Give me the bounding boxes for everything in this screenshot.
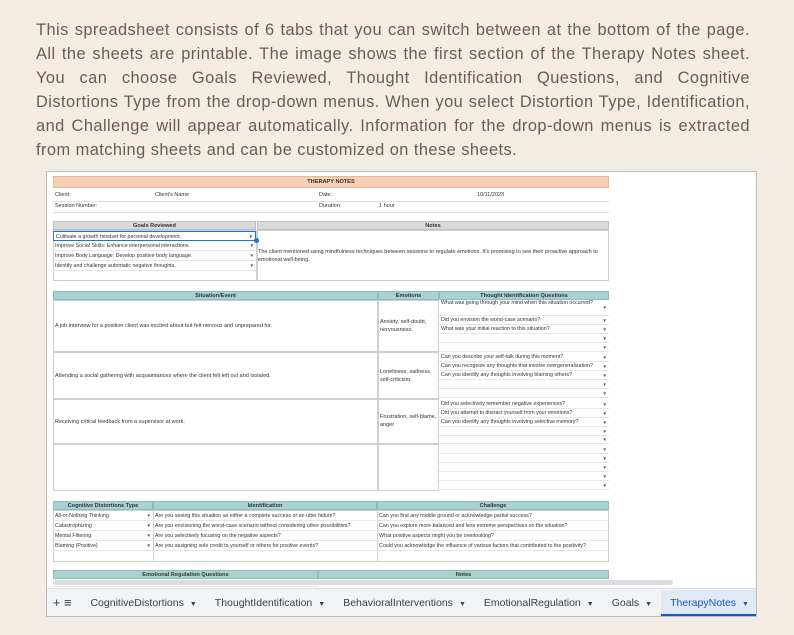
chevron-down-icon: ▼ <box>146 543 151 548</box>
question-dropdown[interactable]: What was going through your mind when this situation occurred? ▼ <box>439 300 609 316</box>
tab-emotional-regulation[interactable]: EmotionalRegulation ▼ <box>483 596 594 609</box>
identification-cell: Are you selectively focusing on the negative aspects? <box>153 531 377 541</box>
tab-thought-identification[interactable]: ThoughtIdentification ▼ <box>214 596 326 609</box>
question-dropdown[interactable]: Did you selectively remember negative experiences? ▼ <box>441 401 607 407</box>
chevron-down-icon: ▼ <box>602 456 607 461</box>
emotions-text[interactable]: Anxiety, self-doubt, nervousness. <box>380 319 427 333</box>
duration-value[interactable]: 1 hour <box>379 203 395 209</box>
tab-cognitive-distortions[interactable]: CognitiveDistortions ▼ <box>90 596 197 609</box>
challenge-cell: Can you find any middle ground or acknowledge partial success? <box>377 511 609 521</box>
chevron-down-icon: ▼ <box>602 411 607 416</box>
tab-therapy-notes[interactable]: TherapyNotes ▼ <box>661 590 757 616</box>
challenge-header: Challenge <box>377 501 609 510</box>
distortion-dropdown[interactable]: Blaming (Positive) ▼ <box>55 543 151 549</box>
question-dropdown[interactable]: Can you identify any thoughts involving selective memory? ▼ <box>441 419 607 425</box>
identification-header: Identification <box>153 501 377 510</box>
goals-header: Goals Reviewed <box>53 221 256 230</box>
caret-down-icon[interactable]: ▼ <box>645 600 653 608</box>
tab-behavioral-interventions[interactable]: BehavioralInterventions ▼ <box>343 596 466 609</box>
client-label: Client: <box>55 192 71 198</box>
client-value[interactable]: Client's Name <box>155 192 190 198</box>
add-sheet-icon[interactable]: + <box>52 595 61 610</box>
question-dropdown[interactable] <box>439 389 609 398</box>
question-dropdown[interactable]: Did you attempt to distract yourself from your emotions? ▼ <box>441 410 607 416</box>
question-dropdown[interactable] <box>439 380 609 389</box>
question-dropdown[interactable] <box>439 435 609 444</box>
chevron-down-icon: ▼ <box>602 345 607 350</box>
chevron-down-icon: ▼ <box>602 391 607 396</box>
sheet-tab-bar <box>47 588 757 616</box>
challenge-cell: Can you explore more balanced and less extreme perspectives on the situation? <box>377 521 609 531</box>
situation-text[interactable]: Receiving critical feedback from a supervisor at work. <box>55 419 185 425</box>
goal-dropdown-4[interactable]: Identify and challenge automatic negative thoughts. ▼ <box>55 263 254 269</box>
chevron-down-icon: ▼ <box>602 318 607 323</box>
question-dropdown[interactable]: Can you recognize any thoughts that involve overgeneralization? ▼ <box>441 363 607 369</box>
chevron-down-icon: ▼ <box>602 402 607 407</box>
chevron-down-icon: ▼ <box>602 305 607 310</box>
emotions-text[interactable]: Frustration, self-blame, anger. <box>380 414 437 428</box>
chevron-down-icon: ▼ <box>602 483 607 488</box>
caret-down-icon[interactable]: ▼ <box>742 600 749 608</box>
chevron-down-icon: ▼ <box>249 253 254 258</box>
date-label: Date: <box>319 192 333 198</box>
question-dropdown[interactable] <box>439 472 609 481</box>
chevron-down-icon: ▼ <box>602 465 607 470</box>
chevron-down-icon: ▼ <box>249 263 254 268</box>
situation-text[interactable]: Attending a social gathering with acquaintances where the client felt left out and isolated. <box>55 373 271 379</box>
chevron-down-icon: ▼ <box>146 523 151 528</box>
chevron-down-icon: ▼ <box>602 447 607 452</box>
tab-goals[interactable]: Goals ▼ <box>611 596 653 609</box>
caret-down-icon[interactable]: ▼ <box>189 600 197 608</box>
goal-dropdown-2[interactable]: Improve Social Skills: Enhance interpersonal interactions. ▼ <box>55 243 254 249</box>
question-dropdown[interactable] <box>439 463 609 472</box>
spreadsheet-view[interactable] <box>46 171 757 617</box>
goal-dropdown-1[interactable]: Cultivate a growth mindset for personal development. ▼ <box>53 231 256 241</box>
situation-text[interactable]: A job interview for a position client was excited about but felt nervous and unprepared for. <box>55 323 273 329</box>
erq-notes-header: Notes <box>318 570 609 579</box>
chevron-down-icon: ▼ <box>602 437 607 442</box>
challenge-cell: Could you acknowledge the influence of various factors that contributed to the positivity? <box>377 541 609 551</box>
date-value[interactable]: 10/11/2023 <box>477 192 505 198</box>
caret-down-icon[interactable]: ▼ <box>318 600 326 608</box>
distortion-dropdown[interactable]: Mental Filtering ▼ <box>55 533 151 539</box>
notes-text[interactable]: The client mentioned using mindfulness techniques between sessions to regulate emotions. It's promising to see their proactive approach to emotional well-being. <box>258 249 598 263</box>
chevron-down-icon: ▼ <box>602 355 607 360</box>
emotions-header: Emotions <box>378 291 439 300</box>
chevron-down-icon: ▼ <box>602 364 607 369</box>
chevron-down-icon: ▼ <box>602 382 607 387</box>
table-row[interactable] <box>53 444 378 491</box>
chevron-down-icon: ▼ <box>602 420 607 425</box>
question-dropdown[interactable]: What was your initial reaction to this situation? ▼ <box>441 326 607 332</box>
erq-header: Emotional Regulation Questions <box>53 570 318 579</box>
duration-label: Duration: <box>319 203 342 209</box>
identification-cell: Are you envisioning the worst-case scenario without considering other possibilities? <box>153 521 377 531</box>
question-dropdown[interactable] <box>439 481 609 490</box>
emotions-text[interactable]: Loneliness, sadness, self-criticism. <box>380 369 432 383</box>
questions-header: Thought Identification Questions <box>439 291 609 300</box>
identification-cell: Are you assigning sole credit to yourself or others for positive events? <box>153 541 377 551</box>
chevron-down-icon: ▼ <box>248 234 253 239</box>
chevron-down-icon: ▼ <box>602 336 607 341</box>
goal-dropdown-3[interactable]: Improve Body Language: Develop positive body language. ▼ <box>55 253 254 259</box>
sheet-title: THERAPY NOTES <box>53 176 609 188</box>
question-dropdown[interactable] <box>439 445 609 454</box>
chevron-down-icon: ▼ <box>602 429 607 434</box>
chevron-down-icon: ▼ <box>146 513 151 518</box>
all-sheets-icon[interactable]: ≡ <box>64 595 72 610</box>
question-dropdown[interactable]: Can you describe your self-talk during this moment? ▼ <box>441 354 607 360</box>
chevron-down-icon: ▼ <box>602 373 607 378</box>
identification-cell: Are you seeing this situation as either a complete success or an utter failure? <box>153 511 377 521</box>
session-label: Session Number: <box>55 203 98 209</box>
situation-header: Situation/Event <box>53 291 378 300</box>
notes-header: Notes <box>257 221 609 230</box>
cd-header: Cognitive Distortions Type <box>53 501 153 510</box>
chevron-down-icon: ▼ <box>146 533 151 538</box>
intro-paragraph: This spreadsheet consists of 6 tabs that you can switch between at the bottom of the page. All the sheets are printable. The image shows the first section of the Therapy Notes sheet. You can choose Goals Reviewed, Thought Identification Questions, and Cognitive Distortions Type from the drop-down menus. When you select Distortion Type, Identification, and Challenge will appear automatically. Information for the drop-down menus is extracted from matching sheets and can be customized on these sheets. <box>36 21 750 159</box>
challenge-cell: What positive aspects might you be overlooking? <box>377 531 609 541</box>
question-dropdown[interactable] <box>439 334 609 343</box>
question-dropdown[interactable] <box>439 343 609 352</box>
distortion-dropdown[interactable]: All-or-Nothing Thinking ▼ <box>55 513 151 519</box>
chevron-down-icon: ▼ <box>602 327 607 332</box>
question-dropdown[interactable] <box>439 454 609 463</box>
caret-down-icon[interactable]: ▼ <box>586 600 594 608</box>
horizontal-scrollbar[interactable] <box>53 580 673 585</box>
caret-down-icon[interactable]: ▼ <box>458 600 466 608</box>
selection-handle[interactable] <box>254 238 259 243</box>
chevron-down-icon: ▼ <box>602 474 607 479</box>
distortion-dropdown[interactable]: Catastrophizing ▼ <box>55 523 151 529</box>
chevron-down-icon: ▼ <box>249 243 254 248</box>
question-dropdown[interactable]: Did you envision the worst-case scenario? ▼ <box>441 317 607 323</box>
question-dropdown[interactable]: Can you identify any thoughts involving blaming others? ▼ <box>441 372 607 378</box>
